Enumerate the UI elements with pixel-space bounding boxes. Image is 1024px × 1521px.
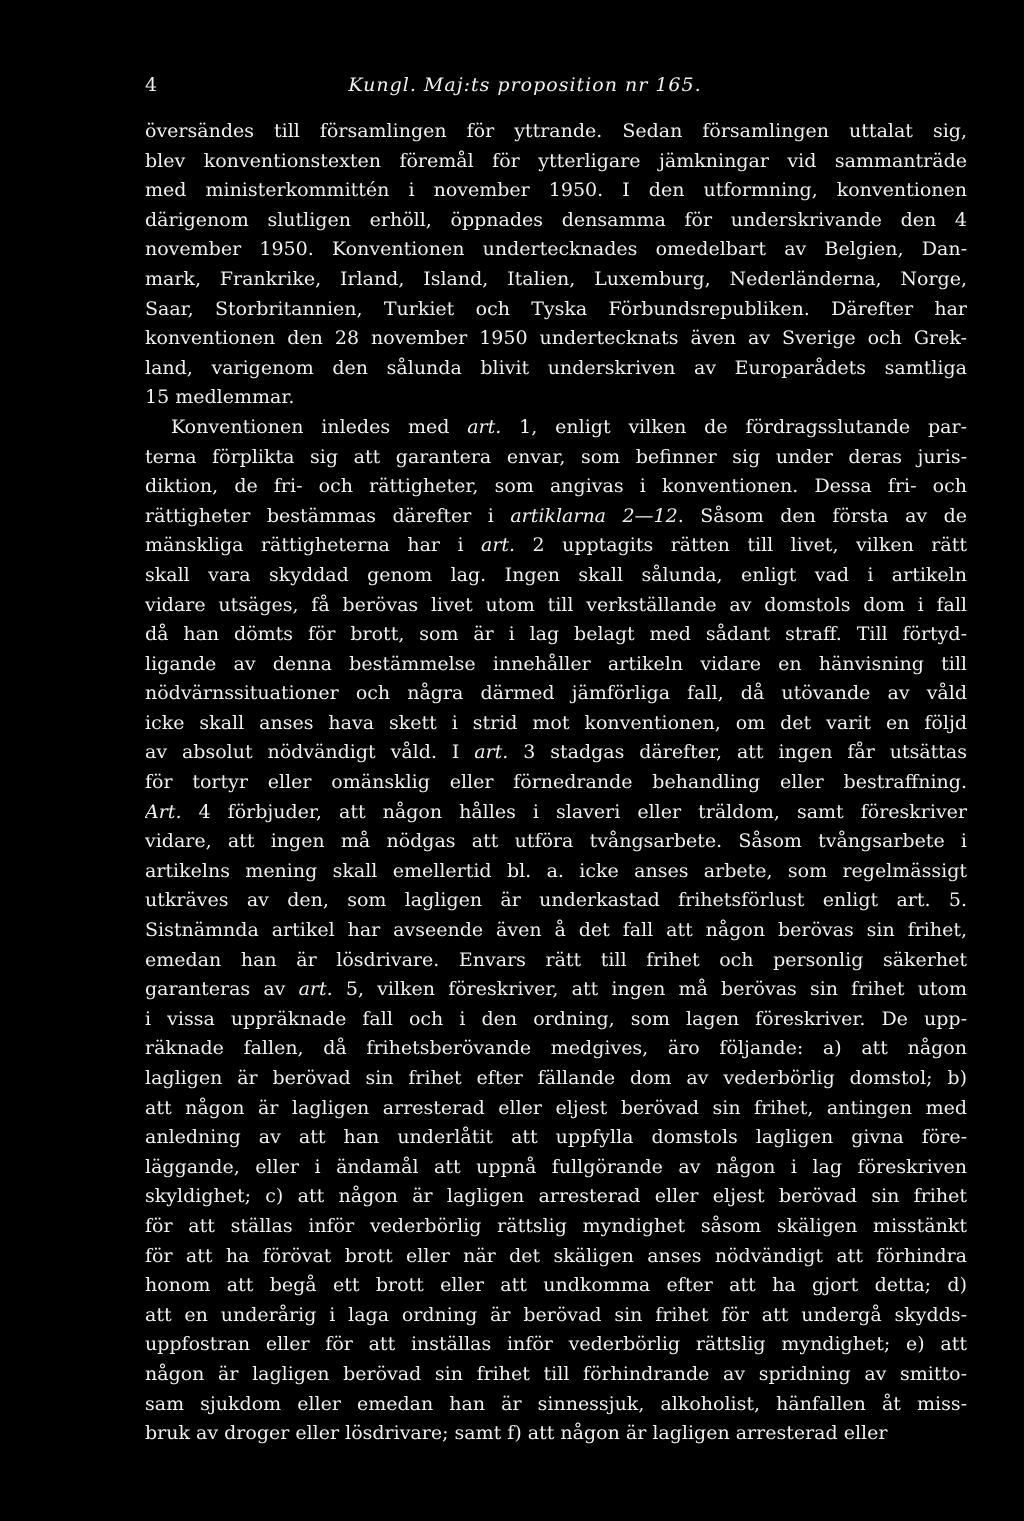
- body-text: [145, 117, 967, 1449]
- text-segment: . Såsom den första av de: [677, 504, 967, 527]
- italic-reference: art.: [474, 741, 509, 764]
- text-line: då han dömts för brott, som är i lag belagt med sådant straff. Till förtyd-: [145, 623, 967, 646]
- italic-reference: art.: [298, 978, 333, 1001]
- italic-reference: Art.: [145, 800, 182, 823]
- italic-reference: artiklarna 2—12: [510, 504, 678, 527]
- text-line: skall vara skyddad genom lag. Ingen skall sålunda, enligt vad i artikeln: [145, 563, 967, 586]
- text-line: därigenom slutligen erhöll, öppnades densamma för underskrivande den 4: [145, 208, 967, 231]
- text-line: [145, 531, 967, 561]
- text-line: någon är lagligen berövad sin frihet till förhindrande av spridning av smitto-: [145, 1362, 967, 1385]
- text-line: november 1950. Konventionen undertecknades omedelbart av Belgien, Dan-: [145, 238, 967, 261]
- text-line: icke skall anses hava skett i strid mot konventionen, om det varit en följd: [145, 711, 967, 734]
- header-title: Kungl. Maj:ts proposition nr 165.: [348, 74, 702, 96]
- text-line: land, varigenom den sålunda blivit underskriven av Europarådets samtliga: [145, 356, 967, 379]
- text-line: [145, 975, 967, 1005]
- text-line: vidare, att ingen må nödgas att utföra tvångsarbete. Såsom tvångsarbete i: [145, 830, 967, 853]
- text-line: räknade fallen, då frihetsberövande medgives, äro följande: a) att någon: [145, 1037, 967, 1060]
- text-line: att en underårig i laga ordning är berövad sin frihet för att undergå skydds-: [145, 1303, 967, 1326]
- page-number: 4: [145, 74, 158, 96]
- text-line: [145, 738, 967, 768]
- text-line: [145, 798, 967, 828]
- text-line: anledning av att han underlåtit att uppfylla domstols lagligen givna före-: [145, 1126, 967, 1149]
- text-segment: 3 stadgas därefter, att ingen får utsättas: [508, 741, 967, 764]
- text-line: för att ha förövat brott eller när det skäligen anses nödvändigt att förhindra: [145, 1244, 967, 1267]
- text-line: med ministerkommittén i november 1950. I den utformning, konventionen: [145, 179, 967, 202]
- text-line: Saar, Storbritannien, Turkiet och Tyska Förbundsrepubliken. Därefter har: [145, 297, 967, 320]
- text-segment: 1, enligt vilken de fördragsslutande par-: [501, 415, 967, 438]
- document-page: [145, 0, 967, 1521]
- text-line: för tortyr eller omänsklig eller förnedrande behandling eller bestraffning.: [145, 771, 967, 794]
- text-segment: Konventionen inledes med: [171, 415, 468, 438]
- text-line: bruk av droger eller lösdrivare; samt f) att någon är lagligen arresterad eller: [145, 1422, 888, 1445]
- text-line: lagligen är berövad sin frihet efter fällande dom av vederbörlig domstol; b): [145, 1067, 967, 1089]
- text-line: sam sjukdom eller emedan han är sinnessjuk, alkoholist, hänfallen åt miss-: [145, 1392, 967, 1415]
- text-segment: mänskliga rättigheterna har i: [145, 534, 481, 557]
- text-segment: 5, vilken föreskriver, att ingen må berövas sin frihet utom: [332, 978, 967, 1001]
- text-line: uppfostran eller för att inställas inför vederbörlig rättslig myndighet; e) att: [145, 1333, 967, 1356]
- text-line: att någon är lagligen arresterad eller eljest berövad sin frihet, antingen med: [145, 1096, 967, 1119]
- text-line: läggande, eller i ändamål att uppnå fullgörande av någon i lag föreskriven: [145, 1155, 967, 1178]
- text-line: blev konventionstexten föremål för ytterligare jämkningar vid sammanträde: [145, 149, 967, 172]
- text-segment: rättigheter bestämmas därefter i: [145, 504, 511, 527]
- text-line: skyldighet; c) att någon är lagligen arresterad eller eljest berövad sin frihet: [145, 1185, 967, 1208]
- text-line: ligande av denna bestämmelse innehåller artikeln vidare en hänvisning till: [145, 652, 967, 675]
- italic-reference: art.: [481, 534, 516, 557]
- text-line: [145, 502, 967, 532]
- text-line: artikelns mening skall emellertid bl. a. icke anses arbete, som regelmässigt: [145, 859, 967, 882]
- text-line: mark, Frankrike, Irland, Island, Italien, Luxemburg, Nederländerna, Norge,: [145, 267, 967, 290]
- text-segment: 4 förbjuder, att någon hålles i slaveri eller träldom, samt föreskriver: [181, 800, 967, 823]
- text-segment: 2 upptagits rätten till livet, vilken rätt: [515, 534, 967, 557]
- text-line: nödvärnssituationer och några därmed jämförliga fall, då utövande av våld: [145, 682, 967, 705]
- text-line: terna förplikta sig att garantera envar, som befinner sig under deras juris-: [145, 445, 967, 468]
- running-header: [145, 74, 967, 102]
- text-line: vidare utsäges, få berövas livet utom till verkställande av domstols dom i fall: [145, 593, 967, 616]
- text-line: emedan han är lösdrivare. Envars rätt till frihet och personlig säkerhet: [145, 948, 967, 971]
- text-line: utkräves av den, som lagligen är underkastad frihetsförlust enligt art. 5.: [145, 889, 967, 912]
- text-line: i vissa uppräknade fall och i den ordning, som lagen föreskriver. De upp-: [145, 1007, 967, 1030]
- text-line: honom att begå ett brott eller att undkomma efter att ha gjort detta; d): [145, 1274, 967, 1297]
- text-segment: garanteras av: [145, 978, 299, 1001]
- text-line: konventionen den 28 november 1950 undertecknats även av Sverige och Grek-: [145, 327, 967, 350]
- text-line: för att ställas inför vederbörlig rättslig myndighet såsom skäligen misstänkt: [145, 1214, 967, 1237]
- text-line: diktion, de fri- och rättigheter, som angivas i konventionen. Dessa fri- och: [145, 475, 967, 498]
- text-line: [145, 413, 967, 443]
- text-line: översändes till församlingen för yttrande. Sedan församlingen uttalat sig,: [145, 120, 967, 142]
- text-line: Sistnämnda artikel har avseende även å det fall att någon berövas sin frihet,: [145, 919, 967, 942]
- italic-reference: art.: [467, 415, 502, 438]
- text-line: 15 medlemmar.: [145, 386, 295, 409]
- text-segment: av absolut nödvändigt våld. I: [145, 741, 475, 764]
